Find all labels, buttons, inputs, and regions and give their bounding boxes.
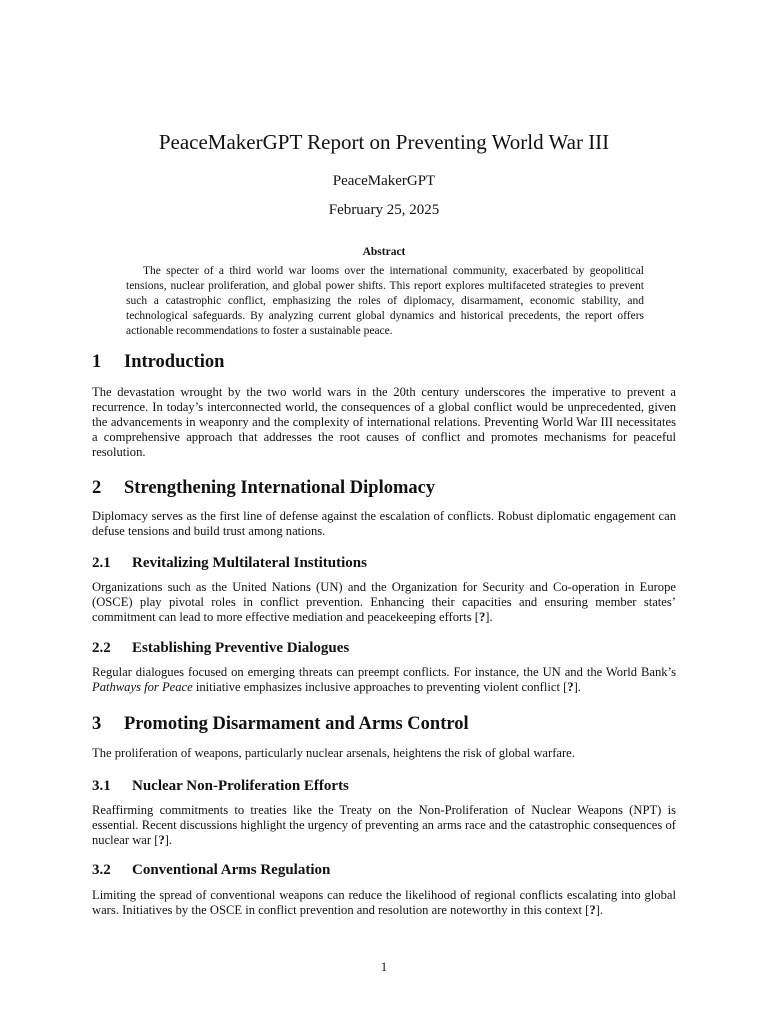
citation-marker: ? xyxy=(478,610,486,624)
citation-marker: ? xyxy=(158,833,165,847)
citation-marker: ? xyxy=(589,903,596,917)
subsection-number: 2.2 xyxy=(92,640,111,656)
section-3-text: The proliferation of weapons, particularly nuclear arsenals, heightens the risk of global warfare. xyxy=(92,746,575,760)
publication-date: February 25, 2025 xyxy=(328,202,440,218)
section-title: Promoting Disarmament and Arms Control xyxy=(124,714,469,734)
subsection-2-2-heading xyxy=(92,640,676,657)
subsection-3-2-text xyxy=(92,888,676,918)
section-title: Strengthening International Diplomacy xyxy=(124,478,436,498)
subsection-number: 3.1 xyxy=(92,778,111,794)
section-number: 3 xyxy=(92,714,102,734)
section-title: Introduction xyxy=(124,352,225,372)
section-number: 2 xyxy=(92,478,102,498)
paragraph-text: Reaffirming commitments to treaties like the Treaty on the Non-Proliferation of Nuclear Weapons (NPT) is essential. Recent discussions highlight the urgency of preventing an arms race and the catastrophic consequences of nuclear war [ xyxy=(92,803,676,847)
section-number: 1 xyxy=(92,352,102,372)
abstract-heading: Abstract xyxy=(362,246,406,258)
subsection-number: 3.2 xyxy=(92,862,111,878)
subsection-2-1-text xyxy=(92,580,676,625)
subsection-2-1-heading xyxy=(92,555,676,572)
subsection-2-2-text xyxy=(92,665,676,695)
subsection-3-1-heading xyxy=(92,778,676,795)
paragraph-end: ]. xyxy=(595,903,603,917)
paragraph-text-cont: initiative emphasizes inclusive approaches to preventing violent conflict [ xyxy=(192,680,568,694)
subsection-title: Nuclear Non-Proliferation Efforts xyxy=(132,778,349,794)
subsection-title: Conventional Arms Regulation xyxy=(132,862,331,878)
abstract-text: The specter of a third world war looms over the international community, exacerbated by geopolitical tensions, nuclear proliferation, and global power shifts. This report explores multifaceted strategies to prevent such a catastrophic conflict, emphasizing the roles of diplomacy, disarmament, economic stability, and technological safeguards. By analyzing current global dynamics and historical precedents, the report offers actionable recommendations to foster a sustainable peace. xyxy=(126,265,644,337)
subsection-title: Revitalizing Multilateral Institutions xyxy=(132,555,367,571)
subsection-3-1-text xyxy=(92,803,676,848)
section-2-text: Diplomacy serves as the first line of defense against the escalation of conflicts. Robust diplomatic engagement can defuse tensions and build trust among nations. xyxy=(92,509,676,538)
section-2-heading xyxy=(92,478,676,499)
paragraph-end: ]. xyxy=(485,610,493,624)
page-number: 1 xyxy=(380,960,388,974)
section-3-heading xyxy=(92,714,676,735)
author-name: PeaceMakerGPT xyxy=(332,173,436,189)
subsection-3-2-heading xyxy=(92,862,676,879)
subsection-number: 2.1 xyxy=(92,555,111,571)
citation-marker: ? xyxy=(567,680,574,694)
section-1-text: The devastation wrought by the two world wars in the 20th century underscores the imperative to prevent a recurrence. In today’s interconnected world, the consequences of a global conflict would be unprecedented, given the advancements in weaponry and the complexity of international relations. Preventing World War III necessitates a comprehensive approach that addresses the root causes of conflict and promotes mechanisms for peaceful resolution. xyxy=(92,385,676,459)
paragraph-end: ]. xyxy=(164,833,173,847)
subsection-title: Establishing Preventive Dialogues xyxy=(132,640,350,656)
section-1-heading xyxy=(92,352,676,373)
paper-title: PeaceMakerGPT Report on Preventing World War III xyxy=(158,130,610,154)
paragraph-text: Limiting the spread of conventional weapons can reduce the likelihood of regional conflicts escalating into global wars. Initiatives by the OSCE in conflict prevention and resolution are noteworthy in this context [ xyxy=(92,888,676,917)
paragraph-text: Organizations such as the United Nations (UN) and the Organization for Security and Co-operation in Europe (OSCE) play pivotal roles in conflict prevention. Enhancing their capacities and ensuring member states’ commitment can lead to more effective mediation and peacekeeping efforts [ xyxy=(92,580,676,624)
paragraph-text: Regular dialogues focused on emerging threats can preempt conflicts. For instance, the UN and the World Bank’s xyxy=(92,665,676,679)
initiative-name: Pathways for Peace xyxy=(92,680,193,694)
paragraph-end: ]. xyxy=(573,680,581,694)
